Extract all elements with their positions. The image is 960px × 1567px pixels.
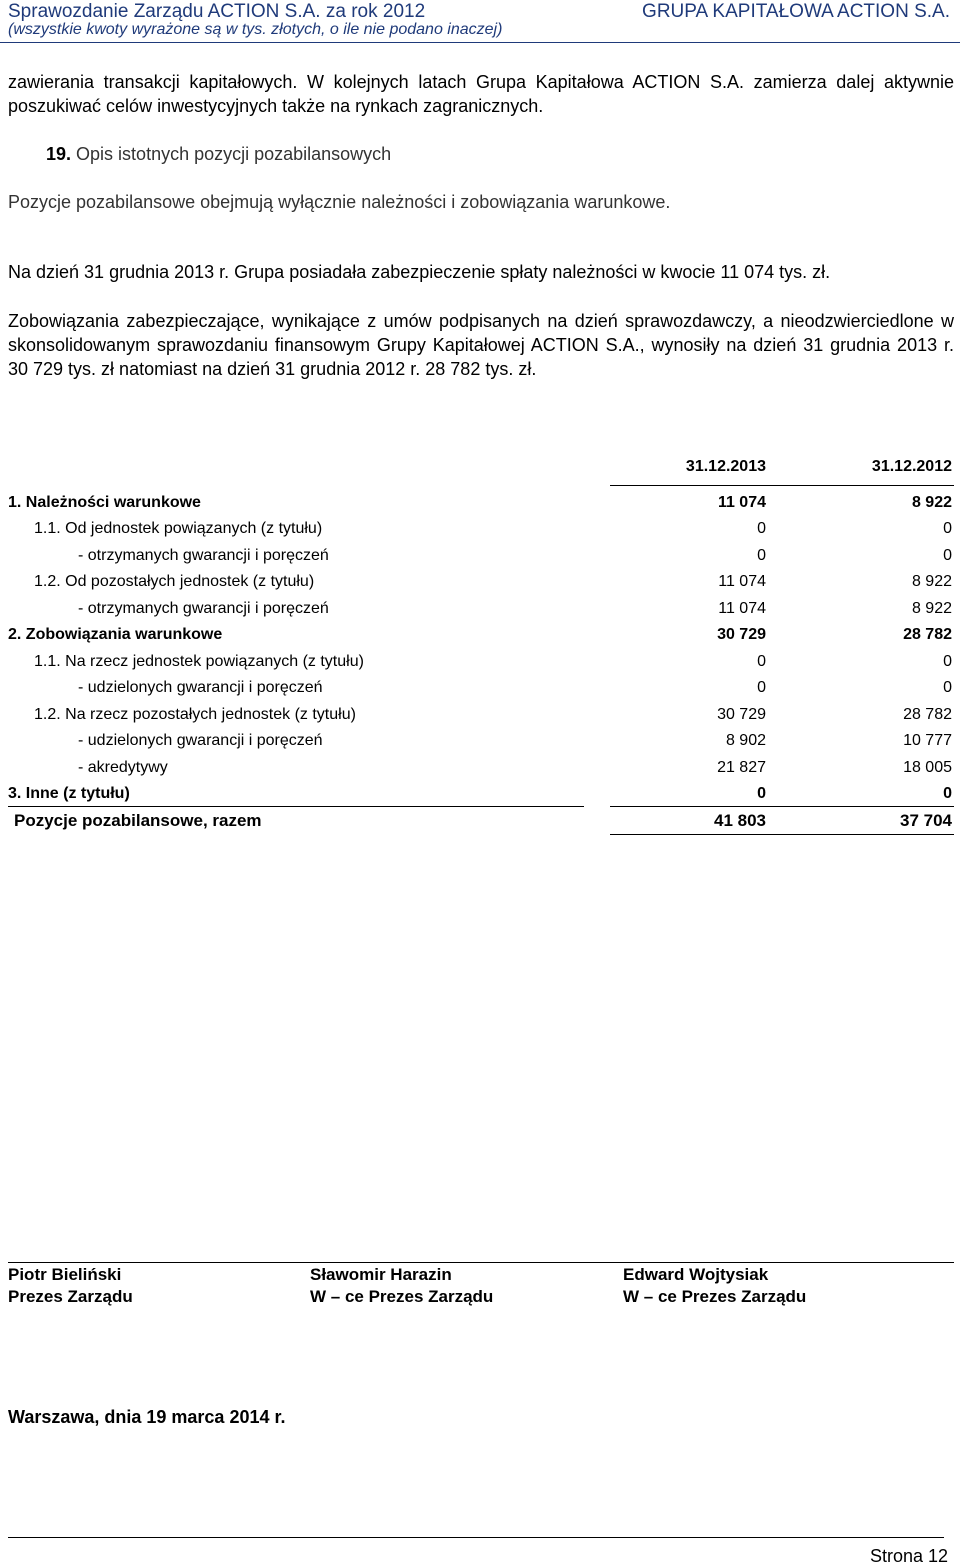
signature-name: Sławomir Harazin	[310, 1265, 452, 1284]
row-value-2012: 8 922	[911, 494, 952, 511]
row-value-2013: 0	[757, 520, 766, 537]
row-value-2013: 30 729	[717, 706, 766, 723]
table-row	[0, 755, 960, 781]
header-rule	[0, 42, 960, 43]
col-header-2013: 31.12.2013	[685, 458, 766, 475]
row-value-2012: 10 777	[903, 732, 952, 749]
row-value-2013: 0	[757, 653, 766, 670]
place-date: Warszawa, dnia 19 marca 2014 r.	[8, 1407, 286, 1427]
table-row	[0, 516, 960, 542]
section-title: Opis istotnych pozycji pozabilansowych	[76, 144, 392, 164]
total-separator-right	[610, 806, 954, 807]
paragraph-receivables: Na dzień 31 grudnia 2013 r. Grupa posiadała zabezpieczenie spłaty należności w kwocie 11 074 tys. zł.	[8, 262, 831, 282]
signature-role: W – ce Prezes Zarządu	[623, 1287, 807, 1306]
table-row	[0, 649, 960, 675]
row-value-2013: 0	[757, 785, 766, 802]
row-value-2012: 28 782	[903, 706, 952, 723]
col-header-2012: 31.12.2012	[871, 458, 952, 475]
row-value-2013: 30 729	[717, 626, 766, 643]
signature-name: Edward Wojtysiak	[623, 1265, 769, 1284]
group-title: GRUPA KAPITAŁOWA ACTION S.A.	[642, 1, 950, 22]
row-value-2013: 11 074	[717, 494, 766, 511]
paragraph-scope: Pozycje pozabilansowe obejmują wyłącznie należności i zobowiązania warunkowe.	[8, 192, 671, 212]
row-label: - udzielonych gwarancji i poręczeń	[78, 679, 323, 696]
signature-2	[310, 1264, 493, 1308]
table-row	[0, 781, 960, 807]
row-label: 1.1. Od jednostek powiązanych (z tytułu)	[34, 520, 323, 537]
row-value-2013: 11 074	[718, 600, 766, 617]
signature-role: Prezes Zarządu	[8, 1287, 133, 1306]
page-number: Strona 12	[869, 1546, 948, 1566]
row-label: 1. Należności warunkowe	[8, 494, 201, 511]
row-label: - otrzymanych gwarancji i poręczeń	[78, 547, 329, 564]
row-value-2013: 41 803	[714, 811, 766, 830]
row-value-2012: 28 782	[903, 626, 952, 643]
table-top-rule	[610, 485, 954, 486]
row-label: 1.1. Na rzecz jednostek powiązanych (z tytułu)	[34, 653, 364, 670]
row-value-2012: 0	[943, 785, 952, 802]
row-label: - udzielonych gwarancji i poręczeń	[78, 732, 323, 749]
table-row	[0, 569, 960, 595]
table-row	[0, 543, 960, 569]
table-row	[0, 728, 960, 754]
row-value-2012: 0	[943, 547, 952, 564]
table-row-total	[0, 808, 960, 834]
paragraph-liabilities: Zobowiązania zabezpieczające, wynikające z umów podpisanych na dzień sprawozdawczy, a nieodzwierciedlone w skonsolidowanym sprawozdaniu finansowym Grupy Kapitałowej ACTION S.A., wynosiły na dzień 31 grudnia 2013 r. 30 729 tys. zł natomiast na dzień 31 grudnia 2012 r. 28 782 tys. zł.	[8, 311, 954, 379]
table-row	[0, 622, 960, 648]
signature-name: Piotr Bieliński	[8, 1265, 122, 1284]
row-value-2012: 0	[943, 653, 952, 670]
report-title: Sprawozdanie Zarządu ACTION S.A. za rok 2012	[8, 1, 426, 22]
table-row	[0, 596, 960, 622]
row-label: 3. Inne (z tytułu)	[8, 785, 130, 802]
row-value-2012: 0	[943, 679, 952, 696]
row-value-2013: 21 827	[717, 759, 766, 776]
footer-rule	[8, 1537, 944, 1538]
row-value-2013: 8 902	[725, 732, 766, 749]
amounts-note: (wszystkie kwoty wyrażone są w tys. złotych, o ile nie podano inaczej)	[8, 21, 503, 38]
row-label: 1.2. Od pozostałych jednostek (z tytułu)	[34, 573, 315, 590]
table-row	[0, 675, 960, 701]
row-value-2012: 8 922	[911, 573, 952, 590]
row-value-2012: 18 005	[903, 759, 952, 776]
row-label: 1.2. Na rzecz pozostałych jednostek (z tytułu)	[34, 706, 356, 723]
intro-paragraph: zawierania transakcji kapitałowych. W kolejnych latach Grupa Kapitałowa ACTION S.A. zamierza dalej aktywnie poszukiwać celów inwestycyjnych także na rynkach zagranicznych.	[8, 72, 954, 116]
row-value-2012: 37 704	[900, 811, 952, 830]
section-number: 19.	[46, 144, 72, 164]
row-label: Pozycje pozabilansowe, razem	[14, 811, 262, 830]
table-row	[0, 490, 960, 516]
signature-3	[623, 1264, 806, 1308]
row-value-2013: 11 074	[718, 573, 766, 590]
section-heading	[46, 142, 391, 166]
signature-1	[8, 1264, 133, 1308]
total-separator-left	[8, 806, 584, 807]
row-label: - akredytywy	[78, 759, 168, 776]
table-row	[0, 702, 960, 728]
row-value-2013: 0	[757, 547, 766, 564]
signature-role: W – ce Prezes Zarządu	[310, 1287, 494, 1306]
row-value-2012: 0	[943, 520, 952, 537]
row-label: - otrzymanych gwarancji i poręczeń	[78, 600, 329, 617]
row-value-2013: 0	[757, 679, 766, 696]
row-label: 2. Zobowiązania warunkowe	[8, 626, 223, 643]
signature-rule	[8, 1262, 954, 1263]
row-value-2012: 8 922	[911, 600, 952, 617]
total-underline	[610, 834, 954, 835]
page-header	[0, 0, 960, 44]
